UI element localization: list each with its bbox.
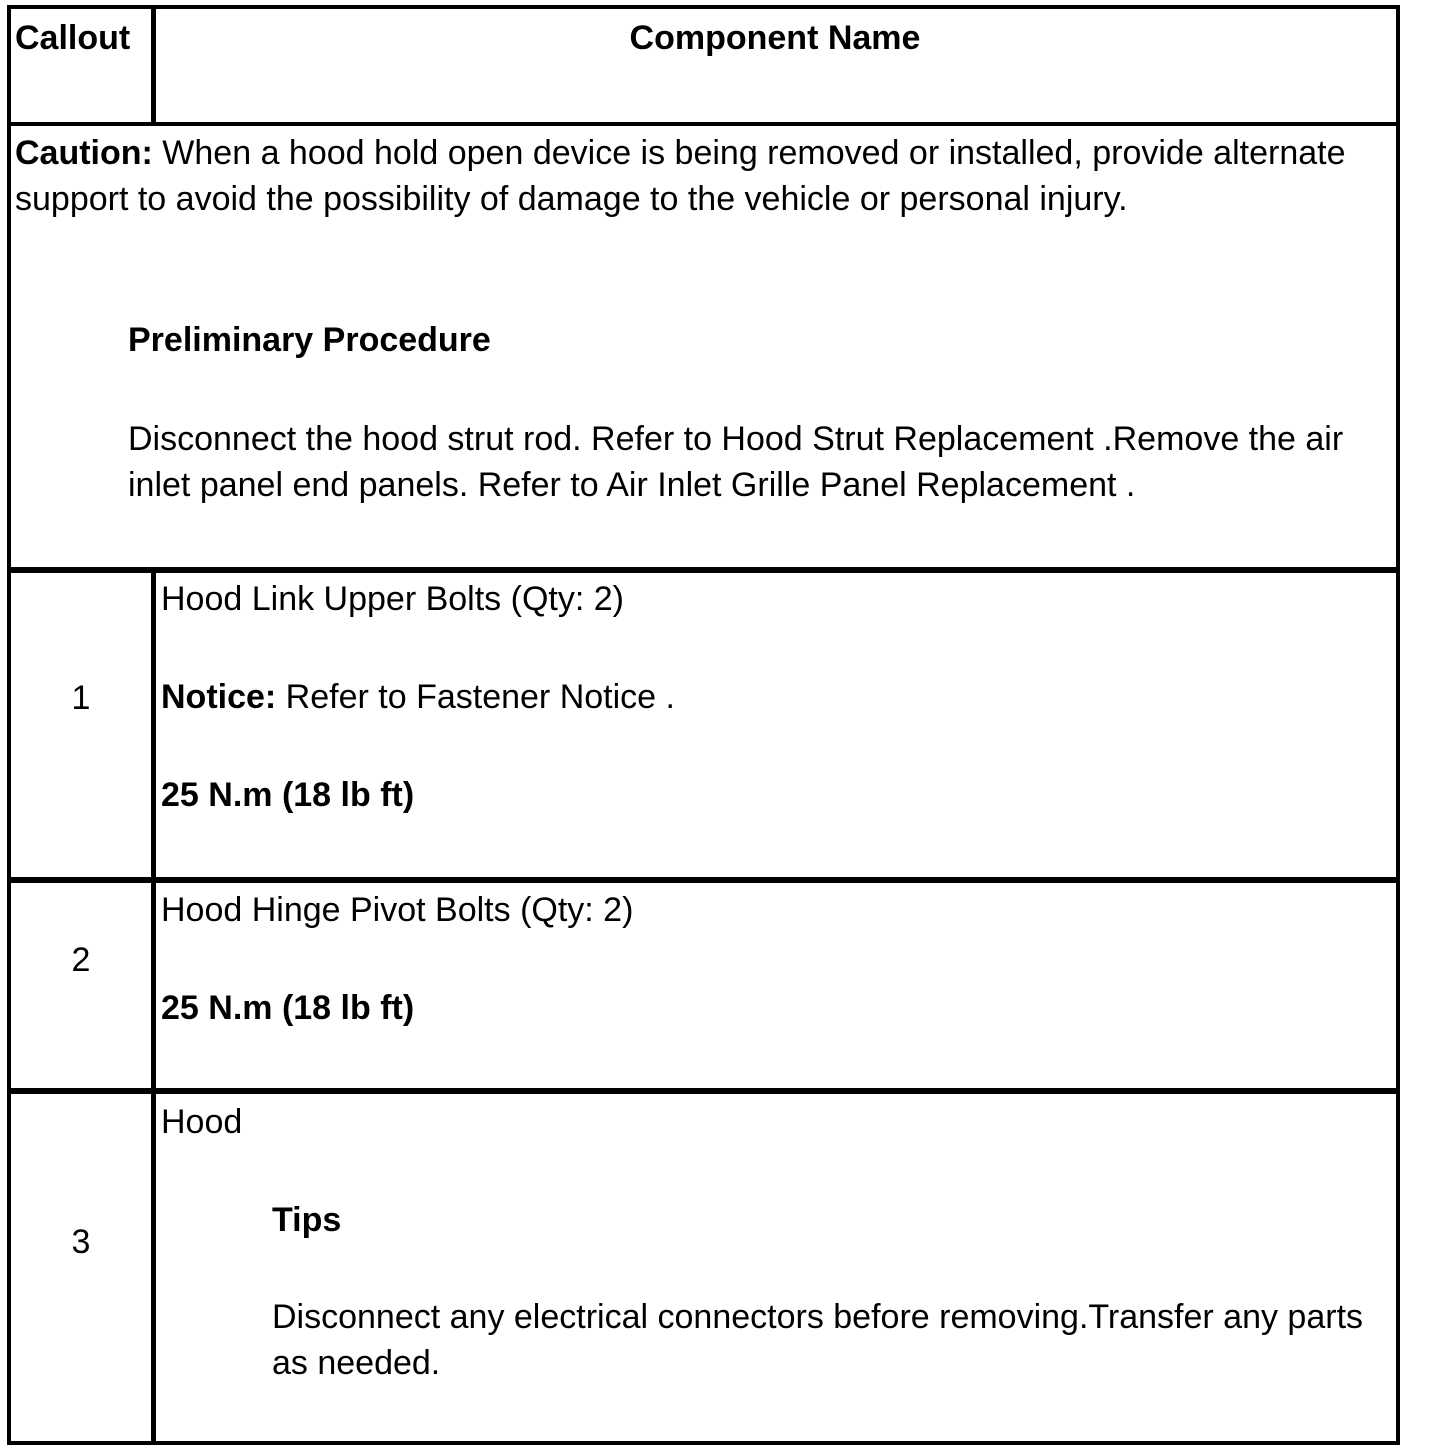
callout-number: 3 <box>71 1223 91 1261</box>
procedure-table <box>7 5 1400 1445</box>
notice-line <box>161 674 675 720</box>
component-name: Hood Hinge Pivot Bolts (Qty: 2) <box>161 891 634 929</box>
row-divider <box>11 877 1396 883</box>
header-component-name: Component Name <box>629 19 921 57</box>
column-divider <box>151 567 156 1441</box>
preliminary-heading: Preliminary Procedure <box>128 321 491 359</box>
row-divider <box>11 122 1396 126</box>
torque-spec: 25 N.m (18 lb ft) <box>161 989 415 1027</box>
notice-label: Notice: <box>161 678 277 716</box>
tips-text: Disconnect any electrical connectors before removing.Transfer any parts as needed. <box>272 1298 1364 1382</box>
tips-heading: Tips <box>272 1201 342 1239</box>
caution-text: When a hood hold open device is being removed or installed, provide alternate support to avoid the possibility of damage to the vehicle or personal injury. <box>15 134 1346 218</box>
notice-text: Refer to Fastener Notice . <box>276 678 675 716</box>
torque-spec: 25 N.m (18 lb ft) <box>161 776 415 814</box>
callout-number: 2 <box>71 941 91 979</box>
row-divider <box>11 567 1396 573</box>
component-name: Hood <box>161 1103 243 1141</box>
row-divider <box>11 1088 1396 1094</box>
component-name: Hood Link Upper Bolts (Qty: 2) <box>161 580 624 618</box>
caution-label: Caution: <box>15 134 153 172</box>
callout-number: 1 <box>71 679 91 717</box>
preliminary-text: Disconnect the hood strut rod. Refer to Hood Strut Replacement .Remove the air inlet panel end panels. Refer to Air Inlet Grille Panel Replacement . <box>128 420 1344 504</box>
header-callout: Callout <box>15 19 131 57</box>
caution-paragraph <box>15 130 1355 222</box>
